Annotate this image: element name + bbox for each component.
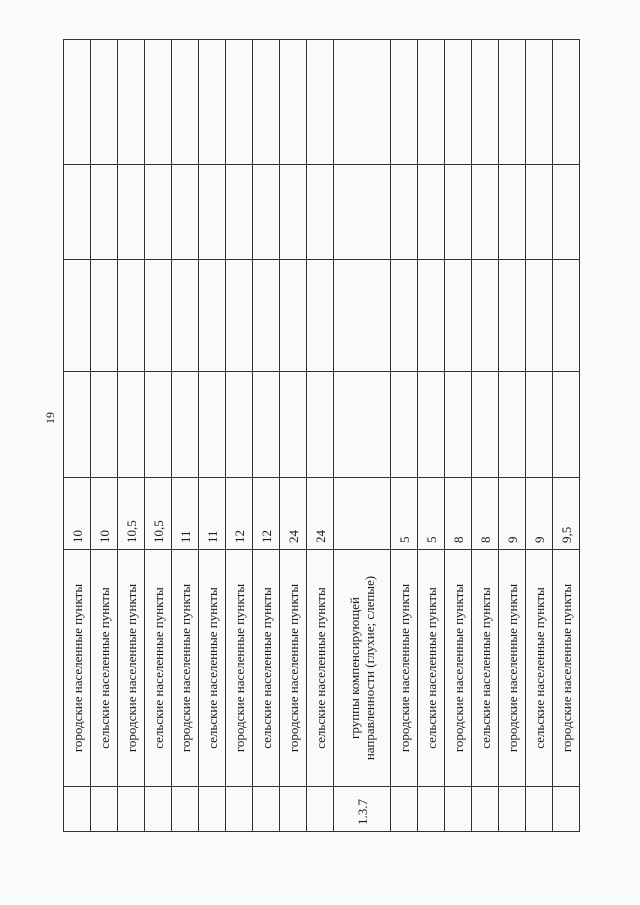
empty-cell: [445, 260, 472, 372]
row-value-cell: 12: [226, 478, 253, 550]
empty-cell: [199, 165, 226, 260]
empty-cell: [553, 260, 580, 372]
row-description-cell: городские населенные пункты: [280, 550, 307, 787]
empty-cell: [391, 260, 418, 372]
empty-cell: [226, 372, 253, 478]
row-value-cell: 24: [307, 478, 334, 550]
row-description-cell: сельские населенные пункты: [253, 550, 280, 787]
empty-cell: [445, 372, 472, 478]
empty-cell: [64, 372, 91, 478]
row-id-cell: [418, 787, 445, 832]
empty-cell: [445, 165, 472, 260]
empty-cell: [253, 165, 280, 260]
row-value-cell: 12: [253, 478, 280, 550]
row-value-cell: 9: [526, 478, 553, 550]
table-row: [280, 40, 307, 832]
row-id-cell: [226, 787, 253, 832]
table-row: [418, 40, 445, 832]
row-value-cell: 10: [64, 478, 91, 550]
row-id-cell: [472, 787, 499, 832]
empty-cell: [253, 372, 280, 478]
empty-cell: [472, 372, 499, 478]
table-body: [64, 40, 580, 832]
empty-cell: [145, 260, 172, 372]
table-row: [145, 40, 172, 832]
empty-cell: [499, 372, 526, 478]
row-description-cell: городские населенные пункты: [553, 550, 580, 787]
empty-cell: [553, 372, 580, 478]
table-row: [553, 40, 580, 832]
empty-cell: [526, 40, 553, 165]
table-row: [226, 40, 253, 832]
empty-cell: [418, 40, 445, 165]
table-row: [91, 40, 118, 832]
row-value-cell: 11: [172, 478, 199, 550]
data-table: [63, 39, 580, 832]
row-description-cell: группы компенсирующей направленности (глухие; слепые): [334, 550, 391, 787]
row-id-cell: [199, 787, 226, 832]
empty-cell: [334, 372, 391, 478]
empty-cell: [64, 165, 91, 260]
row-value-cell: 8: [445, 478, 472, 550]
empty-cell: [391, 40, 418, 165]
table-row: [118, 40, 145, 832]
empty-cell: [391, 372, 418, 478]
empty-cell: [64, 40, 91, 165]
empty-cell: [64, 260, 91, 372]
empty-cell: [253, 260, 280, 372]
empty-cell: [472, 40, 499, 165]
empty-cell: [280, 40, 307, 165]
empty-cell: [199, 40, 226, 165]
row-description-cell: городские населенные пункты: [391, 550, 418, 787]
row-description-cell: городские населенные пункты: [445, 550, 472, 787]
row-description-cell: сельские населенные пункты: [145, 550, 172, 787]
empty-cell: [145, 40, 172, 165]
empty-cell: [199, 372, 226, 478]
empty-cell: [334, 260, 391, 372]
empty-cell: [118, 260, 145, 372]
row-description-cell: городские населенные пункты: [118, 550, 145, 787]
row-description-cell: сельские населенные пункты: [418, 550, 445, 787]
empty-cell: [526, 260, 553, 372]
row-description-cell: сельские населенные пункты: [91, 550, 118, 787]
row-value-cell: 9: [499, 478, 526, 550]
empty-cell: [280, 260, 307, 372]
empty-cell: [472, 260, 499, 372]
empty-cell: [553, 165, 580, 260]
table-row: [499, 40, 526, 832]
row-id-cell: [307, 787, 334, 832]
empty-cell: [526, 372, 553, 478]
row-value-cell: 10: [91, 478, 118, 550]
row-id-cell: [145, 787, 172, 832]
row-id-cell: [526, 787, 553, 832]
empty-cell: [499, 40, 526, 165]
empty-cell: [91, 260, 118, 372]
row-value-cell: 11: [199, 478, 226, 550]
table-row: [253, 40, 280, 832]
table-row: [307, 40, 334, 832]
empty-cell: [253, 40, 280, 165]
empty-cell: [118, 372, 145, 478]
empty-cell: [307, 260, 334, 372]
empty-cell: [418, 372, 445, 478]
table-row: [199, 40, 226, 832]
table-row: [64, 40, 91, 832]
empty-cell: [118, 40, 145, 165]
empty-cell: [307, 372, 334, 478]
table-row: [445, 40, 472, 832]
empty-cell: [172, 40, 199, 165]
empty-cell: [91, 40, 118, 165]
row-description-cell: сельские населенные пункты: [526, 550, 553, 787]
empty-cell: [391, 165, 418, 260]
empty-cell: [91, 165, 118, 260]
empty-cell: [418, 260, 445, 372]
table-row: [334, 40, 391, 832]
table-row: [472, 40, 499, 832]
row-description-cell: городские населенные пункты: [64, 550, 91, 787]
row-id-cell: 1.3.7: [334, 787, 391, 832]
empty-cell: [199, 260, 226, 372]
row-id-cell: [445, 787, 472, 832]
row-value-cell: [334, 478, 391, 550]
empty-cell: [226, 165, 253, 260]
row-value-cell: 5: [391, 478, 418, 550]
table-row: [172, 40, 199, 832]
row-value-cell: 9,5: [553, 478, 580, 550]
row-id-cell: [553, 787, 580, 832]
empty-cell: [226, 40, 253, 165]
row-value-cell: 5: [418, 478, 445, 550]
empty-cell: [499, 260, 526, 372]
empty-cell: [172, 372, 199, 478]
empty-cell: [172, 260, 199, 372]
empty-cell: [334, 165, 391, 260]
row-value-cell: 24: [280, 478, 307, 550]
empty-cell: [418, 165, 445, 260]
table-row: [526, 40, 553, 832]
row-id-cell: [280, 787, 307, 832]
row-id-cell: [64, 787, 91, 832]
row-description-cell: сельские населенные пункты: [307, 550, 334, 787]
row-id-cell: [253, 787, 280, 832]
table-row: [391, 40, 418, 832]
empty-cell: [226, 260, 253, 372]
empty-cell: [445, 40, 472, 165]
row-description-cell: городские населенные пункты: [499, 550, 526, 787]
row-value-cell: 10,5: [118, 478, 145, 550]
empty-cell: [553, 40, 580, 165]
row-id-cell: [172, 787, 199, 832]
empty-cell: [526, 165, 553, 260]
empty-cell: [499, 165, 526, 260]
empty-cell: [118, 165, 145, 260]
empty-cell: [145, 165, 172, 260]
empty-cell: [472, 165, 499, 260]
row-id-cell: [91, 787, 118, 832]
row-value-cell: 8: [472, 478, 499, 550]
row-id-cell: [499, 787, 526, 832]
row-id-cell: [391, 787, 418, 832]
empty-cell: [280, 165, 307, 260]
empty-cell: [145, 372, 172, 478]
page-number: 19: [43, 412, 57, 424]
empty-cell: [334, 40, 391, 165]
empty-cell: [307, 40, 334, 165]
empty-cell: [91, 372, 118, 478]
row-description-cell: сельские населенные пункты: [472, 550, 499, 787]
row-id-cell: [118, 787, 145, 832]
table-page: [63, 40, 575, 832]
row-description-cell: сельские населенные пункты: [199, 550, 226, 787]
row-value-cell: 10,5: [145, 478, 172, 550]
row-description-cell: городские населенные пункты: [226, 550, 253, 787]
empty-cell: [172, 165, 199, 260]
empty-cell: [307, 165, 334, 260]
empty-cell: [280, 372, 307, 478]
row-description-cell: городские населенные пункты: [172, 550, 199, 787]
